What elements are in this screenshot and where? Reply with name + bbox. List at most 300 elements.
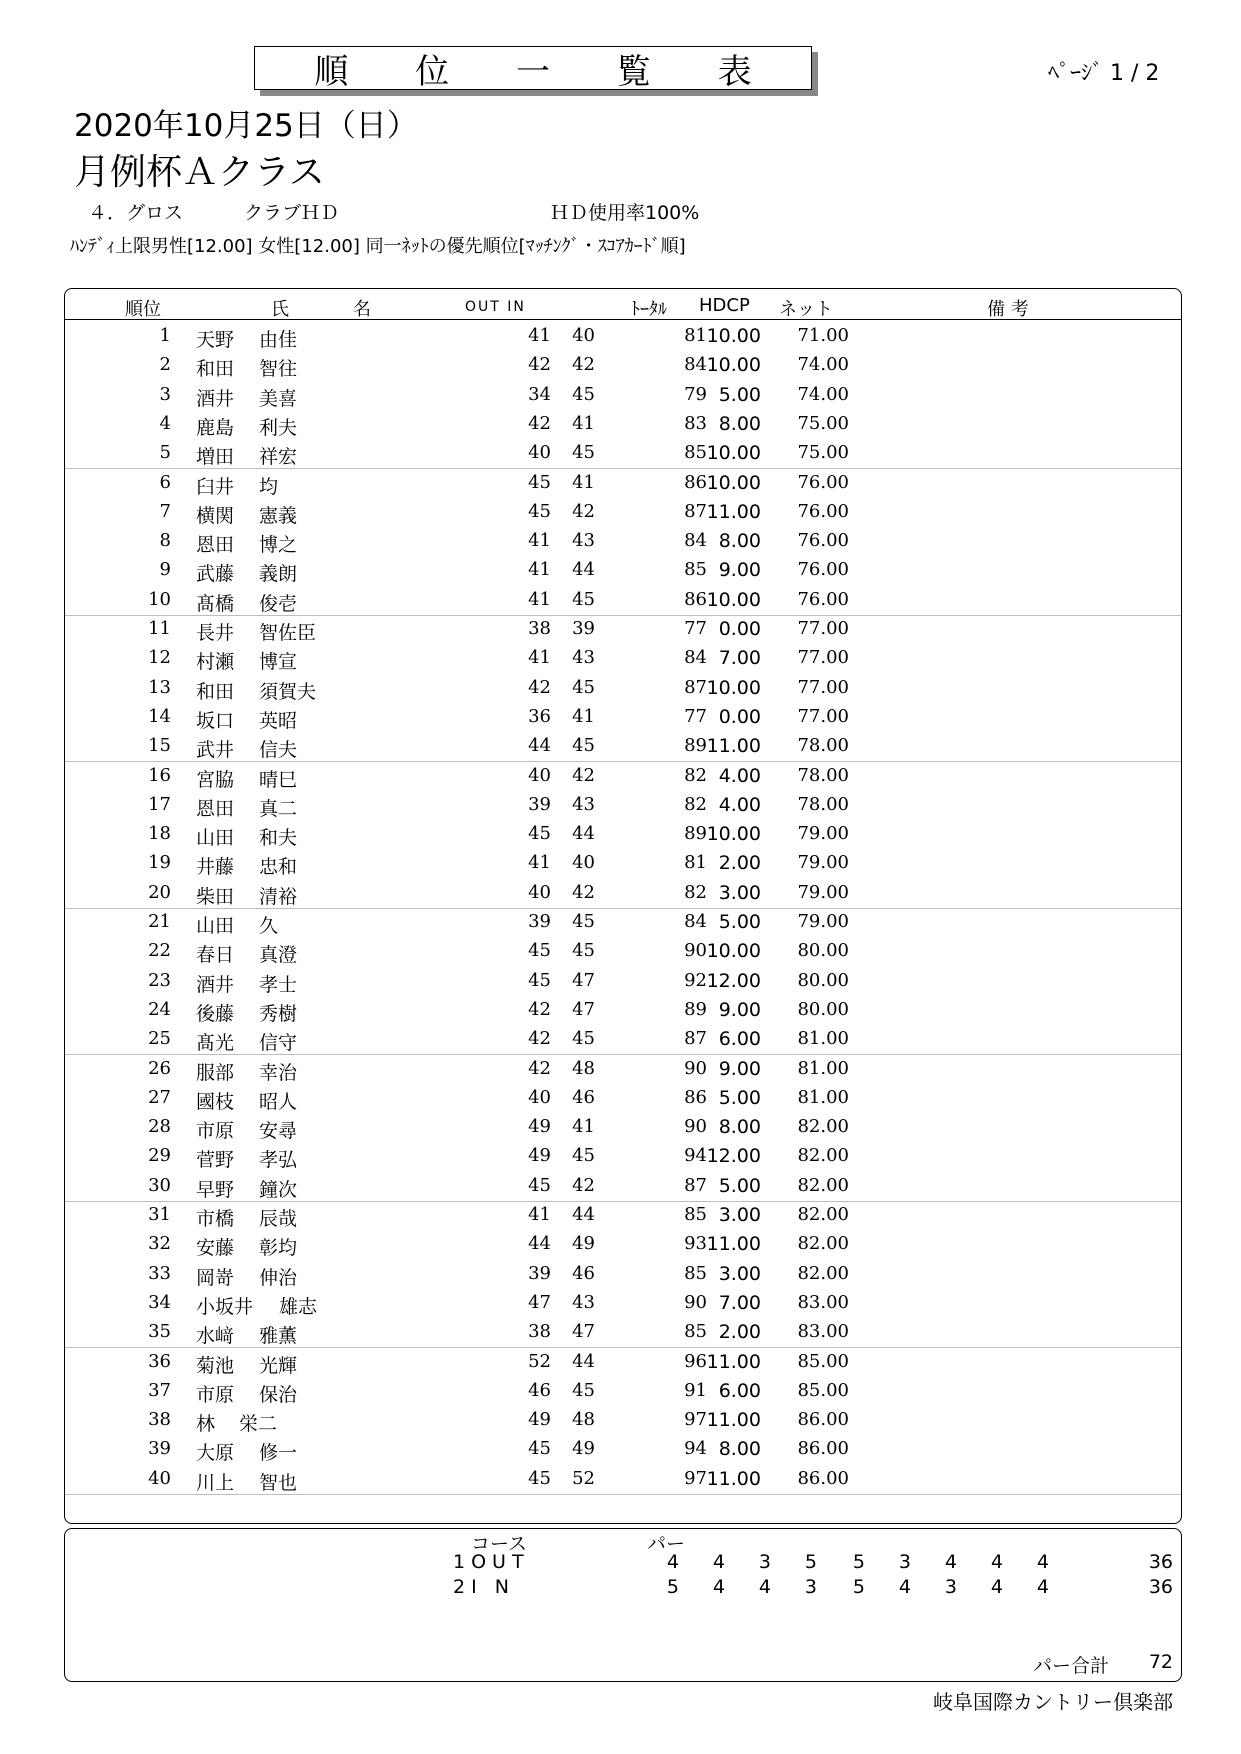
hole-par: 4 — [898, 1576, 911, 1598]
rank-cell: 26 — [148, 1057, 171, 1079]
par-course-row — [65, 1551, 1181, 1577]
hdcp-cell: 3.00 — [718, 1204, 761, 1226]
given-name-cell: 保治 — [259, 1383, 298, 1406]
rank-cell: 6 — [159, 471, 171, 493]
out-score-cell: 46 — [528, 1379, 551, 1401]
table-row — [65, 937, 1181, 966]
hdcp-cell: 6.00 — [718, 1028, 761, 1051]
hdcp-cell: 6.00 — [718, 1379, 761, 1402]
course-par-total: 36 — [1148, 1576, 1173, 1598]
in-score-cell: 42 — [572, 500, 595, 522]
table-row — [65, 1260, 1181, 1289]
rank-cell: 3 — [159, 383, 171, 405]
total-score-cell: 97 — [684, 1467, 707, 1489]
given-name-cell: 安尋 — [259, 1120, 298, 1143]
out-score-cell: 45 — [528, 1467, 551, 1489]
total-score-cell: 85 — [684, 1321, 707, 1343]
out-score-cell: 40 — [528, 764, 551, 786]
col-remarks-header: 備 考 — [987, 299, 1029, 320]
given-name-cell: 由佳 — [259, 329, 298, 351]
rank-cell: 38 — [148, 1409, 171, 1431]
table-row — [65, 820, 1181, 849]
given-name-cell: 孝弘 — [259, 1149, 298, 1172]
out-score-cell: 41 — [528, 325, 551, 346]
total-score-cell: 97 — [684, 1409, 707, 1431]
table-row — [65, 1201, 1181, 1230]
table-row — [65, 410, 1181, 439]
out-score-cell: 49 — [528, 1409, 551, 1431]
in-score-cell: 42 — [572, 354, 595, 376]
hdcp-cell: 0.00 — [718, 618, 761, 640]
rank-cell: 11 — [148, 618, 171, 639]
total-score-cell: 89 — [684, 998, 707, 1020]
net-score-cell: 86.00 — [797, 1467, 849, 1489]
total-score-cell: 83 — [684, 412, 707, 434]
given-name-cell: 均 — [259, 475, 279, 498]
given-name-cell: 美喜 — [259, 387, 298, 410]
net-score-cell: 79.00 — [797, 852, 849, 874]
hdcp-cell: 12.00 — [706, 1145, 761, 1168]
rank-cell: 36 — [148, 1350, 171, 1372]
col-name1-header: 氏 — [271, 299, 289, 320]
in-score-cell: 44 — [572, 559, 595, 581]
hdcp-cell: 7.00 — [718, 1291, 761, 1314]
total-score-cell: 84 — [684, 354, 707, 376]
rank-cell: 21 — [148, 911, 171, 932]
net-score-cell: 75.00 — [797, 442, 849, 464]
rank-cell: 33 — [148, 1262, 171, 1284]
total-score-cell: 87 — [684, 500, 707, 522]
table-row — [65, 791, 1181, 820]
family-name-cell: 臼井 — [196, 475, 235, 498]
hole-par: 5 — [666, 1576, 679, 1598]
table-row — [65, 732, 1181, 762]
table-row — [65, 908, 1181, 937]
table-row — [65, 615, 1181, 644]
total-score-cell: 77 — [684, 705, 707, 727]
net-score-cell: 80.00 — [797, 940, 849, 962]
out-score-cell: 44 — [528, 1233, 551, 1255]
family-name-cell: 大原 — [196, 1442, 235, 1465]
out-score-cell: 38 — [528, 1321, 551, 1343]
in-score-cell: 45 — [572, 940, 595, 962]
rank-cell: 19 — [148, 852, 171, 874]
total-score-cell: 89 — [684, 823, 707, 845]
hole-par: 4 — [712, 1576, 725, 1598]
table-row — [65, 1318, 1181, 1348]
family-name-cell: 天野 — [196, 329, 235, 351]
total-score-cell: 90 — [684, 1057, 707, 1079]
hdcp-cell: 4.00 — [718, 793, 761, 816]
rank-cell: 15 — [148, 735, 171, 757]
hole-par: 4 — [990, 1576, 1003, 1598]
out-score-cell: 41 — [528, 530, 551, 552]
out-score-cell: 41 — [528, 647, 551, 669]
table-row — [65, 1435, 1181, 1464]
net-score-cell: 86.00 — [797, 1438, 849, 1460]
family-name-cell: 水﨑 — [196, 1325, 235, 1348]
family-name-cell: 春日 — [196, 944, 235, 967]
par-table — [64, 1528, 1182, 1682]
hole-par: 5 — [804, 1551, 817, 1573]
table-row — [65, 1348, 1181, 1377]
out-score-cell: 45 — [528, 1174, 551, 1196]
in-score-cell: 44 — [572, 1350, 595, 1372]
hdcp-cell: 5.00 — [718, 383, 761, 406]
net-score-cell: 78.00 — [797, 793, 849, 815]
table-row — [65, 762, 1181, 791]
hdcp-cell: 5.00 — [718, 911, 761, 933]
hole-par: 4 — [712, 1551, 725, 1573]
hole-par: 3 — [804, 1576, 817, 1598]
hdcp-cell: 2.00 — [718, 852, 761, 875]
total-score-cell: 85 — [684, 1204, 707, 1225]
in-score-cell: 43 — [572, 793, 595, 815]
given-name-cell: 幸治 — [259, 1061, 298, 1084]
rank-cell: 39 — [148, 1438, 171, 1460]
out-score-cell: 52 — [528, 1350, 551, 1372]
total-score-cell: 93 — [684, 1233, 707, 1255]
out-score-cell: 40 — [528, 881, 551, 903]
total-score-cell: 85 — [684, 559, 707, 581]
title-box — [254, 46, 812, 90]
given-name-cell: 智也 — [259, 1471, 298, 1494]
in-score-cell: 45 — [572, 735, 595, 757]
given-name-cell: 辰哉 — [259, 1208, 298, 1230]
rank-cell: 34 — [148, 1291, 171, 1313]
family-name-cell: 横関 — [196, 504, 235, 527]
in-score-cell: 45 — [572, 442, 595, 464]
hdcp-cell: 11.00 — [706, 1467, 761, 1490]
table-row — [65, 1084, 1181, 1113]
table-row — [65, 1406, 1181, 1435]
family-name-cell: 市原 — [196, 1120, 235, 1143]
net-score-cell: 77.00 — [797, 618, 849, 639]
given-name-cell: 雅薫 — [259, 1325, 298, 1348]
table-row — [65, 469, 1181, 498]
total-score-cell: 92 — [684, 969, 707, 991]
net-score-cell: 81.00 — [797, 1028, 849, 1050]
col-total-header: ﾄｰﾀﾙ — [631, 299, 667, 320]
in-score-cell: 42 — [572, 1174, 595, 1196]
family-name-cell: 酒井 — [196, 973, 235, 996]
rank-cell: 4 — [159, 412, 171, 434]
course-header: コース — [471, 1533, 528, 1555]
family-name-cell: 髙橋 — [196, 592, 235, 615]
family-name-cell: 井藤 — [196, 856, 235, 879]
in-score-cell: 45 — [572, 383, 595, 405]
net-score-cell: 81.00 — [797, 1057, 849, 1079]
out-score-cell: 49 — [528, 1116, 551, 1138]
in-score-cell: 45 — [572, 676, 595, 698]
total-score-cell: 91 — [684, 1379, 707, 1401]
net-score-cell: 86.00 — [797, 1409, 849, 1431]
hole-par: 3 — [944, 1576, 957, 1598]
out-score-cell: 40 — [528, 442, 551, 464]
total-score-cell: 87 — [684, 1028, 707, 1050]
col-net-header: ネット — [779, 299, 833, 320]
hd-type-label: クラブＨＤ — [244, 202, 340, 224]
given-name-cell: 鐘次 — [259, 1178, 298, 1201]
total-score-cell: 90 — [684, 1291, 707, 1313]
net-score-cell: 83.00 — [797, 1291, 849, 1313]
net-score-cell: 82.00 — [797, 1174, 849, 1196]
net-score-cell: 81.00 — [797, 1086, 849, 1108]
rank-cell: 14 — [148, 705, 171, 727]
in-score-cell: 41 — [572, 705, 595, 727]
family-name-cell: 恩田 — [196, 534, 235, 557]
page-number: ﾍﾟｰｼﾞ 1 / 2 — [1048, 61, 1160, 86]
given-name-cell: 祥宏 — [259, 446, 298, 469]
rank-cell: 16 — [148, 764, 171, 786]
net-score-cell: 77.00 — [797, 676, 849, 698]
family-name-cell: 安藤 — [196, 1237, 235, 1260]
given-name-cell: 真澄 — [259, 944, 298, 967]
rank-cell: 27 — [148, 1086, 171, 1108]
table-row — [65, 498, 1181, 527]
total-score-cell: 87 — [684, 676, 707, 698]
rank-cell: 30 — [148, 1174, 171, 1196]
in-score-cell: 45 — [572, 1379, 595, 1401]
total-score-cell: 86 — [684, 588, 707, 610]
table-row — [65, 1142, 1181, 1171]
out-score-cell: 42 — [528, 998, 551, 1020]
hdcp-cell: 11.00 — [706, 1409, 761, 1432]
net-score-cell: 79.00 — [797, 881, 849, 903]
hdcp-cell: 5.00 — [718, 1086, 761, 1109]
net-score-cell: 76.00 — [797, 471, 849, 493]
in-score-cell: 46 — [572, 1262, 595, 1284]
in-score-cell: 41 — [572, 1116, 595, 1138]
hdcp-cell: 11.00 — [706, 1350, 761, 1373]
given-name-cell: 清裕 — [259, 885, 298, 908]
total-score-cell: 90 — [684, 940, 707, 962]
family-name-cell: 小坂井 — [196, 1295, 254, 1318]
rank-cell: 32 — [148, 1233, 171, 1255]
rank-cell: 31 — [148, 1204, 171, 1225]
par-total-label: パー合計 — [1033, 1655, 1110, 1677]
net-score-cell: 76.00 — [797, 500, 849, 522]
out-score-cell: 39 — [528, 911, 551, 932]
total-score-cell: 82 — [684, 764, 707, 786]
given-name-cell: 晴巳 — [259, 768, 298, 791]
given-name-cell: 修一 — [259, 1442, 298, 1465]
family-name-cell: 柴田 — [196, 885, 235, 908]
family-name-cell: 和田 — [196, 358, 235, 381]
event-name: 月例杯Ａクラス — [74, 152, 325, 193]
given-name-cell: 智佐臣 — [259, 622, 317, 644]
net-score-cell: 82.00 — [797, 1233, 849, 1255]
hdcp-cell: 9.00 — [718, 998, 761, 1021]
table-row — [65, 1289, 1181, 1318]
total-score-cell: 86 — [684, 1086, 707, 1108]
hd-rate-label: ＨＤ使用率100% — [550, 202, 700, 224]
net-score-cell: 76.00 — [797, 588, 849, 610]
table-row — [65, 1172, 1181, 1202]
table-row — [65, 1113, 1181, 1142]
hdcp-cell: 10.00 — [706, 588, 761, 611]
out-score-cell: 45 — [528, 1438, 551, 1460]
table-row — [65, 879, 1181, 909]
out-score-cell: 41 — [528, 1204, 551, 1225]
in-score-cell: 52 — [572, 1467, 595, 1489]
page-title: 順 位 一 覧 表 — [314, 51, 780, 92]
total-score-cell: 84 — [684, 530, 707, 552]
family-name-cell: 菊池 — [196, 1354, 235, 1377]
net-score-cell: 74.00 — [797, 354, 849, 376]
hdcp-cell: 10.00 — [706, 442, 761, 465]
rank-cell: 13 — [148, 676, 171, 698]
hdcp-cell: 3.00 — [718, 881, 761, 904]
table-row — [65, 703, 1181, 732]
family-name-cell: 長井 — [196, 622, 235, 644]
out-score-cell: 41 — [528, 852, 551, 874]
total-score-cell: 84 — [684, 647, 707, 669]
given-name-cell: 忠和 — [259, 856, 298, 879]
family-name-cell: 和田 — [196, 680, 235, 703]
table-row — [65, 1025, 1181, 1055]
net-score-cell: 71.00 — [797, 325, 849, 346]
family-name-cell: 菅野 — [196, 1149, 235, 1172]
hdcp-cell: 8.00 — [718, 1116, 761, 1139]
given-name-cell: 雄志 — [279, 1295, 318, 1318]
net-score-cell: 77.00 — [797, 647, 849, 669]
table-row — [65, 849, 1181, 878]
out-score-cell: 45 — [528, 471, 551, 493]
given-name-cell: 彰均 — [259, 1237, 298, 1260]
total-score-cell: 94 — [684, 1438, 707, 1460]
table-row — [65, 556, 1181, 585]
given-name-cell: 昭人 — [259, 1090, 298, 1113]
table-row — [65, 674, 1181, 703]
total-score-cell: 81 — [684, 325, 707, 346]
hdcp-cell: 11.00 — [706, 1233, 761, 1256]
net-score-cell: 80.00 — [797, 998, 849, 1020]
family-name-cell: 村瀬 — [196, 651, 235, 674]
hdcp-cell: 3.00 — [718, 1262, 761, 1285]
out-score-cell: 42 — [528, 1028, 551, 1050]
course-par-total: 36 — [1148, 1551, 1173, 1573]
out-score-cell: 45 — [528, 969, 551, 991]
given-name-cell: 須賀夫 — [259, 680, 317, 703]
given-name-cell: 憲義 — [259, 504, 298, 527]
rank-cell: 17 — [148, 793, 171, 815]
given-name-cell: 孝士 — [259, 973, 298, 996]
in-score-cell: 40 — [572, 852, 595, 874]
in-score-cell: 45 — [572, 911, 595, 932]
in-score-cell: 47 — [572, 998, 595, 1020]
rank-cell: 10 — [148, 588, 171, 610]
in-score-cell: 48 — [572, 1057, 595, 1079]
in-score-cell: 42 — [572, 764, 595, 786]
out-score-cell: 34 — [528, 383, 551, 405]
table-row — [65, 644, 1181, 673]
in-score-cell: 46 — [572, 1086, 595, 1108]
table-row — [65, 996, 1181, 1025]
hole-par: 4 — [1036, 1576, 1049, 1598]
out-score-cell: 38 — [528, 618, 551, 639]
out-score-cell: 45 — [528, 500, 551, 522]
out-score-cell: 44 — [528, 735, 551, 757]
in-score-cell: 43 — [572, 530, 595, 552]
given-name-cell: 栄二 — [239, 1413, 278, 1436]
rank-cell: 37 — [148, 1379, 171, 1401]
rank-cell: 23 — [148, 969, 171, 991]
family-name-cell: 市橋 — [196, 1208, 235, 1230]
rank-cell: 28 — [148, 1116, 171, 1138]
hole-par: 3 — [898, 1551, 911, 1573]
given-name-cell: 英昭 — [259, 709, 298, 732]
total-score-cell: 94 — [684, 1145, 707, 1167]
hdcp-cell: 8.00 — [718, 412, 761, 435]
club-name: 岐阜国際カントリー倶楽部 — [933, 1690, 1173, 1714]
table-row — [65, 586, 1181, 616]
given-name-cell: 信守 — [259, 1032, 298, 1055]
hdcp-cell: 11.00 — [706, 500, 761, 523]
total-score-cell: 82 — [684, 881, 707, 903]
hdcp-cell: 7.00 — [718, 647, 761, 670]
given-name-cell: 信夫 — [259, 739, 298, 762]
conditions-line: ﾊﾝﾃﾞｨ上限男性[12.00] 女性[12.00] 同一ﾈｯﾄの優先順位[ﾏｯﾁﾝｸﾞ・ｽｺｱｶｰﾄﾞ順] — [70, 236, 686, 257]
in-score-cell: 42 — [572, 881, 595, 903]
hdcp-cell: 10.00 — [706, 325, 761, 347]
format-label: ４．グロス — [88, 202, 184, 224]
net-score-cell: 82.00 — [797, 1116, 849, 1138]
rank-cell: 20 — [148, 881, 171, 903]
hole-par: 5 — [852, 1576, 865, 1598]
out-score-cell: 49 — [528, 1145, 551, 1167]
course-name: 1OUT — [453, 1551, 530, 1573]
in-score-cell: 45 — [572, 588, 595, 610]
hole-par: 4 — [990, 1551, 1003, 1573]
family-name-cell: 武井 — [196, 739, 235, 762]
total-score-cell: 82 — [684, 793, 707, 815]
rank-cell: 7 — [159, 500, 171, 522]
rank-cell: 9 — [159, 559, 171, 581]
family-name-cell: 川上 — [196, 1471, 235, 1494]
net-score-cell: 74.00 — [797, 383, 849, 405]
total-score-cell: 87 — [684, 1174, 707, 1196]
hole-par: 4 — [758, 1576, 771, 1598]
total-score-cell: 96 — [684, 1350, 707, 1372]
family-name-cell: 後藤 — [196, 1002, 235, 1025]
out-score-cell: 45 — [528, 823, 551, 845]
out-score-cell: 40 — [528, 1086, 551, 1108]
in-score-cell: 45 — [572, 1028, 595, 1050]
hdcp-cell: 2.00 — [718, 1321, 761, 1344]
hole-par: 5 — [852, 1551, 865, 1573]
table-row — [65, 1465, 1181, 1495]
given-name-cell: 和夫 — [259, 827, 298, 850]
net-score-cell: 77.00 — [797, 705, 849, 727]
table-row — [65, 967, 1181, 996]
net-score-cell: 75.00 — [797, 412, 849, 434]
total-score-cell: 79 — [684, 383, 707, 405]
rank-cell: 1 — [159, 325, 171, 346]
hdcp-cell: 11.00 — [706, 735, 761, 758]
net-score-cell: 85.00 — [797, 1379, 849, 1401]
rank-cell: 40 — [148, 1467, 171, 1489]
family-name-cell: 髙光 — [196, 1032, 235, 1055]
rank-cell: 18 — [148, 823, 171, 845]
table-row — [65, 351, 1181, 380]
out-score-cell: 39 — [528, 1262, 551, 1284]
given-name-cell: 義朗 — [259, 563, 298, 586]
total-score-cell: 89 — [684, 735, 707, 757]
given-name-cell: 光輝 — [259, 1354, 298, 1377]
hdcp-cell: 10.00 — [706, 823, 761, 846]
in-score-cell: 45 — [572, 1145, 595, 1167]
